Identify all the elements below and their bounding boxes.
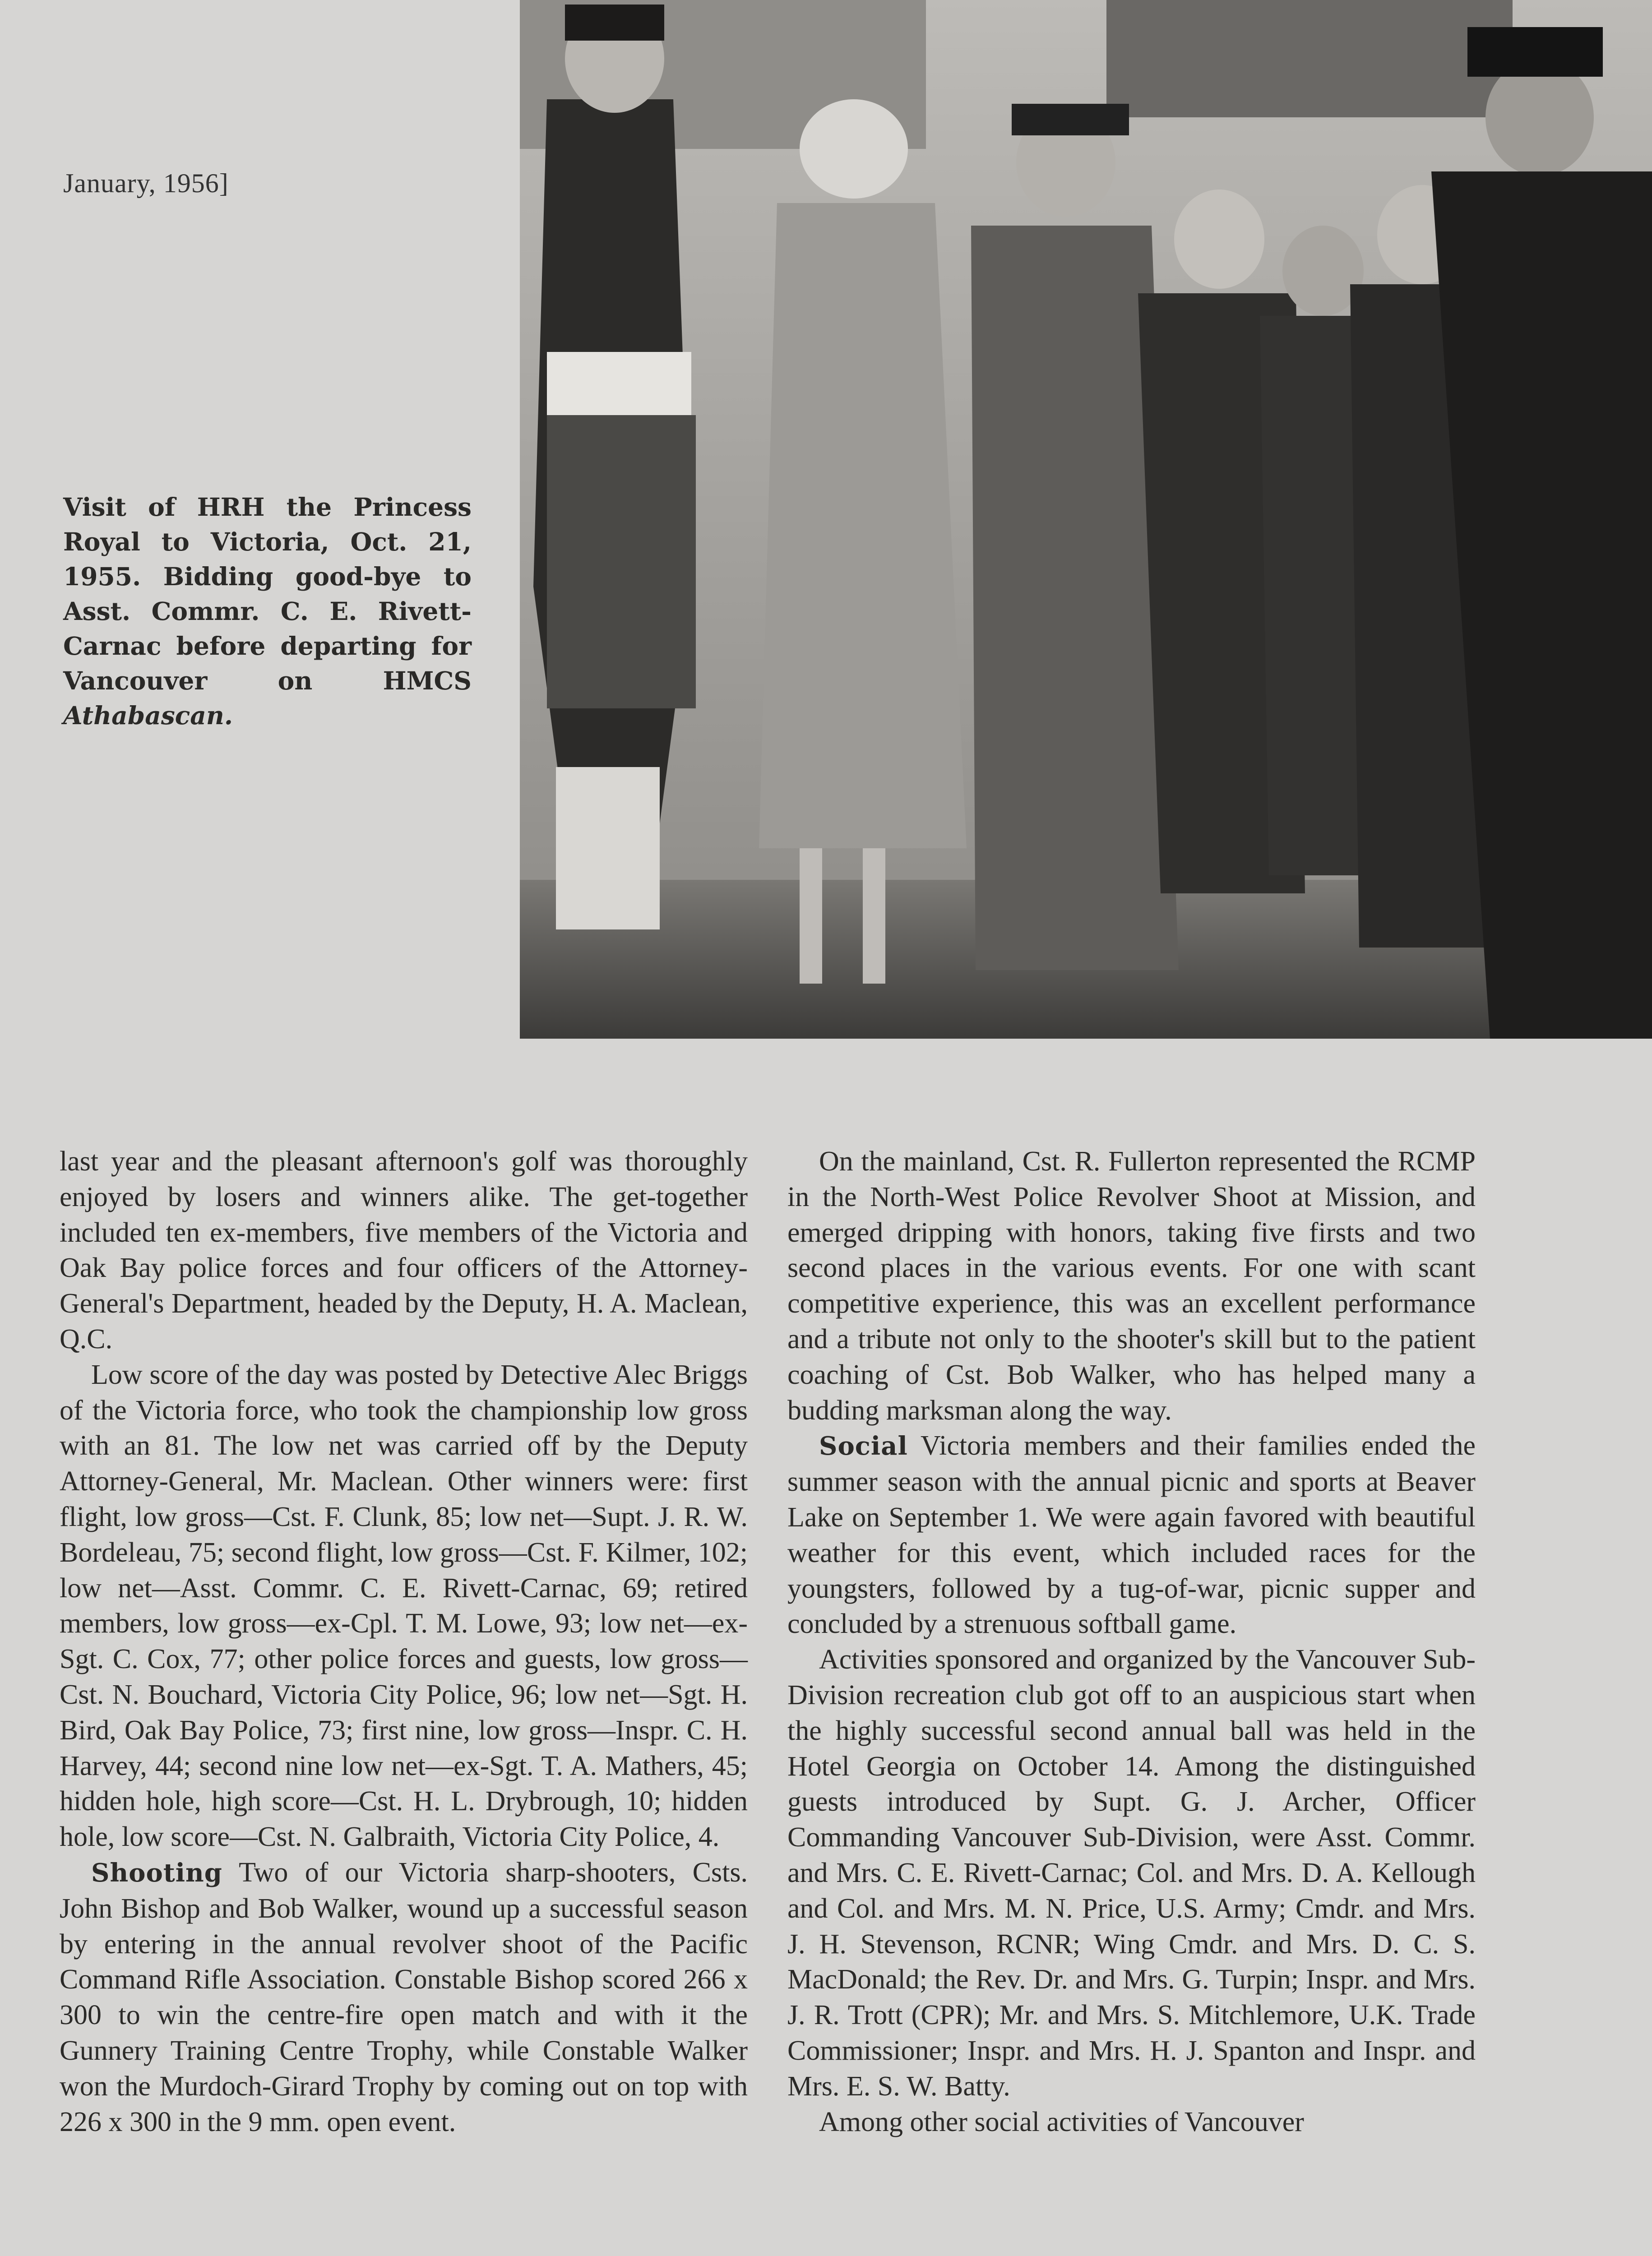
section-lead-social: Social (819, 1431, 908, 1461)
paragraph: last year and the pleasant afternoon's golf was thoroughly enjoyed by losers and winners alike. The get-together included ten ex-members, five members of the Victoria and Oak Bay police forces and four officers of the Attorney-General's Department, headed by the Deputy, H. A. Maclean, Q.C. (60, 1146, 748, 1355)
paragraph: On the mainland, Cst. R. Fullerton represented the RCMP in the North-West Police Revolver Shoot at Mission, and emerged dripping with honors, taking five firsts and two second places in the various events. For one with scant competitive experience, this was an excellent performance and a tribute not only to the shooter's skill but to the patient coaching of Cst. Bob Walker, who has helped many a budding marksman along the way. (787, 1146, 1476, 1426)
paragraph: Among other social activities of Vancouver (819, 2106, 1304, 2137)
paragraph-text: Victoria members and their families ended the summer season with the annual picnic and sports at Beaver Lake on September 1. We were again favored with beautiful weather for this event, which included races for the youngsters, followed by a tug-of-war, picnic supper and concluded by a strenuous softball game. (787, 1430, 1476, 1640)
running-head: January, 1956] (63, 168, 229, 198)
article-column-right (787, 1144, 1476, 2140)
section-lead-shooting: Shooting (91, 1858, 222, 1888)
photo-caption (63, 490, 472, 733)
paragraph: Low score of the day was posted by Detective Alec Briggs of the Victoria force, who took the championship low gross with an 81. The low net was carried off by the Deputy Attorney-General, Mr. Maclean. Other winners were: first flight, low gross—Cst. F. Clunk, 85; low net—Supt. J. R. W. Bordeleau, 75; second flight, low gross—Cst. F. Kilmer, 102; low net—Asst. Commr. C. E. Rivett-Carnac, 69; retired members, low gross—ex-Cpl. T. M. Lowe, 93; low net—ex-Sgt. C. Cox, 77; other police forces and guests, low gross—Cst. N. Bouchard, Victoria City Police, 96; low net—Sgt. H. Bird, Oak Bay Police, 73; first nine, low gross—Inspr. C. H. Harvey, 44; second nine low net—ex-Sgt. T. A. Mathers, 45; hidden hole, high score—Cst. H. L. Drybrough, 10; hidden hole, low score—Cst. N. Galbraith, Victoria City Police, 4. (60, 1359, 748, 1853)
paragraph-text: Two of our Victoria sharp-shooters, Csts. John Bishop and Bob Walker, wound up a successful season by entering in the annual revolver shoot of the Pacific Command Rifle Association. Constable Bishop scored 266 x 300 to win the centre-fire open match and with it the Gunnery Training Centre Trophy, while Constable Walker won the Murdoch-Girard Trophy by coming out on top with 226 x 300 in the 9 mm. open event. (60, 1857, 748, 2137)
caption-ship-name: Athabascan. (63, 701, 233, 730)
paragraph: Activities sponsored and organized by the Vancouver Sub-Division recreation club got off to an auspicious start when the highly successful second annual ball was held in the Hotel Georgia on October 14. Among the distinguished guests introduced by Supt. G. J. Archer, Officer Commanding Vancouver Sub-Division, were Asst. Commr. and Mrs. C. E. Rivett-Carnac; Col. and Mrs. D. A. Kellough and Col. and Mrs. M. N. Price, U.S. Army; Cmdr. and Mrs. J. H. Stevenson, RCNR; Wing Cmdr. and Mrs. D. C. S. MacDonald; the Rev. Dr. and Mrs. G. Turpin; Inspr. and Mrs. J. R. Trott (CPR); Mr. and Mrs. S. Mitchlemore, U.K. Trade Commissioner; Inspr. and Mrs. H. J. Spanton and Inspr. and Mrs. E. S. W. Batty. (787, 1644, 1476, 2102)
ceremony-photo (520, 0, 1652, 1039)
paragraph-social (787, 1428, 1476, 1642)
caption-text: Visit of HRH the Princess Royal to Victoria, Oct. 21, 1955. Bidding good-bye to Asst. Commr. C. E. Rivett-Carnac before departing for Vancouver on HMCS (63, 492, 472, 695)
article-column-left (60, 1144, 748, 2140)
photo-illustration (520, 0, 1652, 1039)
paragraph-shooting (60, 1855, 748, 2140)
